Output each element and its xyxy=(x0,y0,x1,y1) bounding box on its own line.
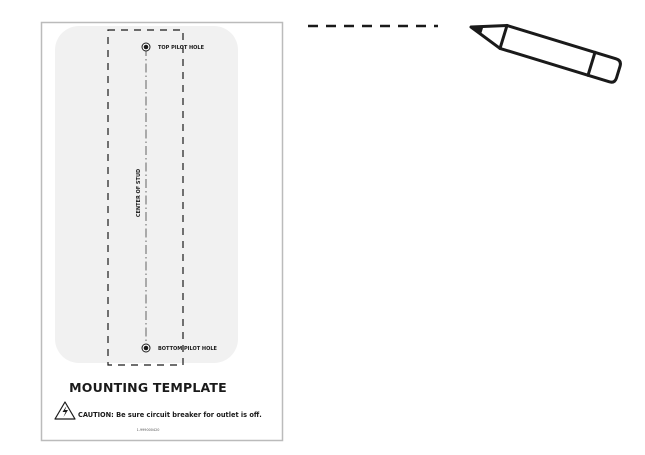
center-of-stud-label: CENTER OF STUD xyxy=(136,168,142,218)
pencil-icon xyxy=(467,16,621,84)
top-pilot-hole xyxy=(142,43,150,51)
bottom-pilot-hole xyxy=(142,344,150,352)
top-pilot-hole-label: TOP PILOT HOLE xyxy=(158,45,205,51)
outlet-plate-outline xyxy=(55,26,238,363)
part-number: 1-999000420 xyxy=(136,428,160,432)
template-title: MOUNTING TEMPLATE xyxy=(69,380,227,395)
caution-text: CAUTION: Be sure circuit breaker for outlet is off. xyxy=(78,411,262,419)
bottom-pilot-hole-label: BOTTOM PILOT HOLE xyxy=(158,346,217,352)
